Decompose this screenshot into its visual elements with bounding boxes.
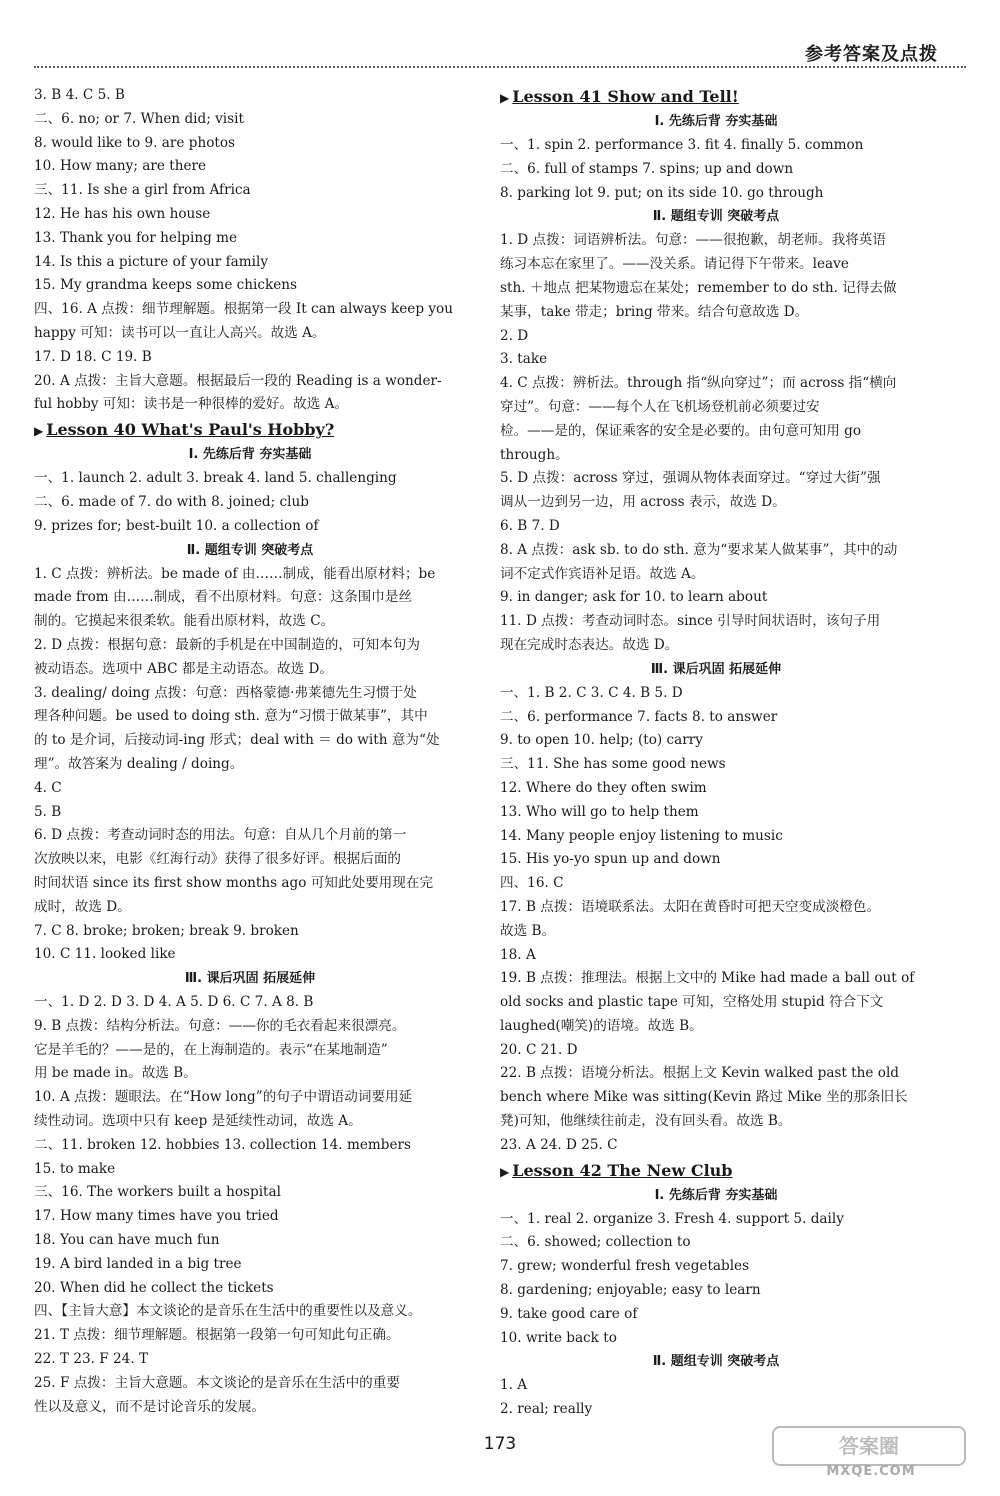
answer-line: 22. B 点拨：语境分析法。根据上文 Kevin walked past the old: [500, 1065, 900, 1082]
answer-line: 四、16. A 点拨：细节理解题。根据第一段 It can always keep you: [34, 301, 453, 318]
answer-line: old socks and plastic tape 可知，空格处用 stupid 符合下文: [500, 994, 884, 1011]
answer-line: ful hobby 可知：读书是一种很棒的爱好。故选 A。: [34, 396, 349, 413]
answer-line: 被动语态。选项中 ABC 都是主动语态。故选 D。: [34, 660, 334, 677]
answer-line: 二、6. no; or 7. When did; visit: [34, 110, 244, 127]
answer-line: 一、1. spin 2. performance 3. fit 4. finally 5. common: [500, 137, 864, 153]
section-heading: Ⅲ. 课后巩固 拓展延伸: [650, 661, 782, 677]
lesson-title: Lesson 40 What's Paul's Hobby?: [46, 420, 335, 440]
answer-line: 词不定式作宾语补足语。故选 A。: [500, 565, 705, 582]
answer-line: 20. C 21. D: [500, 1041, 578, 1058]
answer-line: 调从一边到另一边，用 across 表示，故选 D。: [500, 494, 786, 511]
answer-line: 9. prizes for; best-built 10. a collection of: [34, 517, 319, 534]
answer-line: 17. B 点拨：语境联系法。太阳在黄昏时可把天空变成淡橙色。: [500, 898, 881, 915]
answer-line: 7. grew; wonderful fresh vegetables: [500, 1258, 750, 1275]
answer-line: sth. ＋地点 把某物遗忘在某处；remember to do sth. 记得去做: [500, 279, 897, 296]
answer-line: 一、1. D 2. D 3. D 4. A 5. D 6. C 7. A 8. B: [34, 994, 314, 1011]
answer-line: 20. A 点拨：主旨大意题。根据最后一段的 Reading is a wonder-: [34, 372, 442, 389]
answer-line: 7. C 8. broke; broken; break 9. broken: [34, 922, 299, 939]
answer-line: 1. D 点拨：词语辨析法。句意：——很抱歉，胡老师。我将英语: [500, 232, 886, 249]
answer-line: 练习本忘在家里了。——没关系。请记得下午带来。leave: [500, 256, 849, 273]
answer-line: 理”。故答案为 dealing / doing。: [34, 755, 244, 772]
answer-line: 15. His yo-yo spun up and down: [500, 851, 721, 868]
answer-line: 9. to open 10. help; (to) carry: [500, 732, 703, 749]
answer-line: 13. Thank you for helping me: [34, 229, 238, 246]
answer-line: 某事，take 带走；bring 带来。结合句意故选 D。: [500, 303, 809, 320]
answer-line: 14. Many people enjoy listening to music: [500, 827, 783, 844]
watermark-logo: [776, 1426, 966, 1478]
answer-line: 14. Is this a picture of your family: [34, 253, 269, 270]
answer-line: 1. A: [500, 1377, 528, 1394]
section-heading: Ⅰ. 先练后背 夯实基础: [654, 1187, 778, 1203]
answer-line: 3. dealing/ doing 点拨：句意：西格蒙德·弗莱德先生习惯于处: [34, 684, 417, 701]
answer-line: 25. F 点拨：主旨大意题。本文谈论的是音乐在生活中的重要: [34, 1374, 400, 1391]
answer-line: 15. My grandma keeps some chickens: [34, 277, 298, 294]
answer-line: 17. How many times have you tried: [34, 1208, 279, 1225]
answer-line: 15. to make: [34, 1160, 116, 1177]
answer-line: 9. take good care of: [500, 1305, 638, 1322]
triangle-icon: ▶: [500, 91, 510, 105]
answer-line: 理各种问题。be used to doing sth. 意为“习惯于做某事”，其中: [34, 708, 428, 725]
answer-line: 5. D 点拨：across 穿过，强调从物体表面穿过。“穿过大街”强: [500, 470, 881, 487]
answer-line: 用 be made in。故选 B。: [34, 1065, 197, 1082]
answer-line: 次放映以来，电影《红海行动》获得了很多好评。根据后面的: [34, 851, 402, 868]
answer-line: 3. take: [500, 351, 548, 368]
answer-line: 2. D 点拨：根据句意：最新的手机是在中国制造的，可知本句为: [34, 636, 420, 653]
answer-line: 10. write back to: [500, 1329, 617, 1346]
section-heading: Ⅰ. 先练后背 夯实基础: [188, 447, 312, 463]
answer-line: 8. would like to 9. are photos: [34, 134, 236, 151]
answer-line: 6. B 7. D: [500, 517, 560, 534]
answer-line: 四、【主旨大意】本文谈论的是音乐在生活中的重要性以及意义。: [34, 1303, 422, 1320]
section-heading: Ⅱ. 题组专训 突破考点: [186, 542, 314, 558]
answer-line: 二、6. performance 7. facts 8. to answer: [500, 708, 778, 725]
answer-line: 4. C: [34, 779, 62, 796]
answer-line: 2. D: [500, 327, 529, 344]
lesson-heading: [500, 84, 932, 110]
answer-line: bench where Mike was sitting(Kevin 路过 Mike 坐的那条旧长: [500, 1089, 908, 1106]
answer-line: 二、11. broken 12. hobbies 13. collection 14. members: [34, 1136, 411, 1153]
lesson-heading: [500, 1158, 932, 1184]
answer-line: 二、6. full of stamps 7. spins; up and down: [500, 160, 794, 177]
watermark-stamp: 答案圈: [772, 1426, 966, 1466]
answer-line: through。: [500, 446, 569, 463]
answer-line: 5. B: [34, 803, 62, 820]
lesson-heading: [34, 417, 466, 443]
answer-line: 20. When did he collect the tickets: [34, 1279, 274, 1296]
answer-line: made from 由……制成，看不出原材料。句意：这条围巾是丝: [34, 589, 413, 606]
header-divider: [34, 66, 966, 68]
answer-line: 9. B 点拨：结构分析法。句意：——你的毛衣看起来很漂亮。: [34, 1017, 406, 1034]
answer-line: happy 可知：读书可以一直让人高兴。故选 A。: [34, 324, 326, 341]
answer-line: 故选 B。: [500, 922, 556, 939]
answer-line: 12. Where do they often swim: [500, 779, 707, 796]
answer-line: 10. How many; are there: [34, 158, 207, 175]
section-heading: Ⅱ. 题组专训 突破考点: [652, 1354, 780, 1370]
answer-line: 一、1. real 2. organize 3. Fresh 4. support 5. daily: [500, 1210, 844, 1227]
answer-line: 1. C 点拨：辨析法。be made of 由……制成，能看出原材料；be: [34, 565, 436, 582]
answer-line: 6. D 点拨：考查动词时态的用法。句意：自从几个月前的第一: [34, 827, 407, 844]
answer-line: 21. T 点拨：细节理解题。根据第一段第一句可知此句正确。: [34, 1327, 400, 1344]
triangle-icon: ▶: [34, 424, 44, 439]
answer-line: 时间状语 since its first show months ago 可知此处要用现在完: [34, 874, 434, 891]
answer-line: 三、11. Is she a girl from Africa: [34, 182, 251, 199]
answer-line: 二、6. showed; collection to: [500, 1234, 691, 1251]
answer-line: 23. A 24. D 25. C: [500, 1136, 618, 1153]
section-heading: Ⅰ. 先练后背 夯实基础: [654, 114, 778, 129]
answer-line: 它是羊毛的？——是的，在上海制造的。表示“在某地制造”: [34, 1041, 388, 1058]
answer-line: 3. B 4. C 5. B: [34, 87, 125, 103]
answer-line: 4. C 点拨：辨析法。through 指“纵向穿过”；而 across 指“横向: [500, 375, 897, 392]
answer-line: 10. A 点拨：题眼法。在“How long”的句子中谓语动词要用延: [34, 1089, 413, 1106]
answer-line: 的 to 是介词，后接动词-ing 形式；deal with ＝ do with 意为“处: [34, 732, 440, 749]
answer-line: 凳)可知，他继续往前走，没有回头看。故选 B。: [500, 1113, 792, 1130]
answer-line: 18. You can have much fun: [34, 1232, 220, 1249]
answer-line: 22. T 23. F 24. T: [34, 1351, 149, 1368]
section-heading: Ⅱ. 题组专训 突破考点: [652, 209, 780, 225]
answer-line: 一、1. launch 2. adult 3. break 4. land 5. challenging: [34, 470, 397, 487]
answer-line: 制的。它摸起来很柔软。能看出原材料，故选 C。: [34, 613, 335, 630]
answer-line: 检。——是的，保证乘客的安全是必要的。由句意可知用 go: [500, 422, 862, 439]
answer-line: 11. D 点拨：考查动词时态。since 引导时间状语时，该句子用: [500, 613, 881, 630]
lesson-title: Lesson 41 Show and Tell!: [512, 87, 739, 106]
answer-line: 三、11. She has some good news: [500, 756, 726, 773]
answer-line: 续性动词。选项中只有 keep 是延续性动词，故选 A。: [34, 1113, 362, 1130]
answer-line: 9. in danger; ask for 10. to learn about: [500, 589, 768, 606]
answer-line: 四、16. C: [500, 875, 564, 892]
answer-line: 12. He has his own house: [34, 205, 211, 222]
answer-line: 17. D 18. C 19. B: [34, 348, 152, 365]
triangle-icon: ▶: [500, 1164, 510, 1179]
lesson-title: Lesson 42 The New Club: [512, 1160, 733, 1180]
right-column: [500, 84, 932, 1422]
left-column: [34, 84, 466, 1419]
answer-line: 三、16. The workers built a hospital: [34, 1184, 281, 1201]
watermark-url: MXQE.COM: [826, 1464, 916, 1479]
answer-line: 10. C 11. looked like: [34, 946, 176, 963]
answer-line: 18. A: [500, 946, 536, 963]
answer-line: 二、6. made of 7. do with 8. joined; club: [34, 493, 309, 510]
answer-line: 13. Who will go to help them: [500, 803, 699, 820]
answer-line: 8. A 点拨：ask sb. to do sth. 意为“要求某人做某事”，其中的动: [500, 541, 898, 558]
answer-line: 8. parking lot 9. put; on its side 10. go through: [500, 184, 824, 201]
section-heading: Ⅲ. 课后巩固 拓展延伸: [184, 971, 316, 987]
page-number: 173: [483, 1434, 517, 1454]
answer-line: 19. B 点拨：推理法。根据上文中的 Mike had made a ball out of: [500, 970, 915, 987]
answer-line: 穿过”。句意：——每个人在飞机场登机前必须要过安: [500, 398, 820, 415]
answer-line: 一、1. B 2. C 3. C 4. B 5. D: [500, 684, 683, 701]
answer-line: 19. A bird landed in a big tree: [34, 1255, 242, 1272]
answer-line: 成时，故选 D。: [34, 898, 131, 915]
answer-line: 2. real; really: [500, 1401, 593, 1418]
page-header-title: 参考答案及点拨: [805, 44, 938, 65]
answer-line: 现在完成时态表达。故选 D。: [500, 636, 679, 653]
answer-line: 性以及意义，而不是讨论音乐的发展。: [34, 1398, 266, 1415]
answer-line: 8. gardening; enjoyable; easy to learn: [500, 1282, 761, 1299]
answer-line: laughed(嘲笑)的语境。故选 B。: [500, 1017, 703, 1034]
